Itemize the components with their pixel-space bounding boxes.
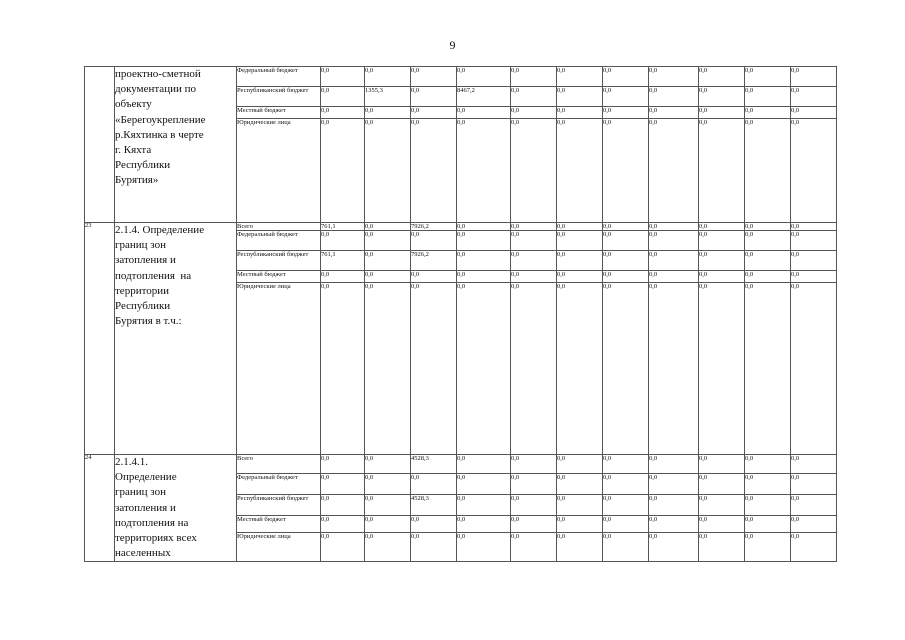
budget-value: 0,0 [411, 532, 457, 562]
budget-value: 0,0 [603, 107, 649, 119]
activity-name [115, 455, 237, 562]
activity-name-line: «Берегоукрепление [115, 113, 206, 126]
activity-name-line: проектно-сметной [115, 68, 201, 80]
budget-value: 0,0 [699, 87, 745, 107]
budget-value: 0,0 [511, 223, 557, 231]
budget-value: 0,0 [603, 271, 649, 283]
budget-value: 0,0 [365, 495, 411, 516]
budget-value: 0,0 [457, 119, 511, 223]
budget-value: 0,0 [321, 473, 365, 494]
budget-value: 0,0 [745, 271, 791, 283]
budget-value: 0,0 [791, 107, 837, 119]
budget-value: 0,0 [365, 107, 411, 119]
activity-name-line: подтопления на [115, 516, 189, 529]
budget-value: 0,0 [699, 455, 745, 474]
budget-value: 0,0 [649, 107, 699, 119]
budget-value: 0,0 [321, 87, 365, 107]
budget-value: 4528,3 [411, 455, 457, 474]
budget-value: 0,0 [745, 283, 791, 455]
activity-name-line: затопления и [115, 254, 176, 267]
budget-value: 0,0 [365, 231, 411, 251]
budget-value: 0,0 [649, 67, 699, 87]
budget-value: 0,0 [457, 283, 511, 455]
budget-value: 0,0 [745, 473, 791, 494]
budget-value: 0,0 [557, 455, 603, 474]
budget-value: 0,0 [699, 107, 745, 119]
budget-value: 0,0 [457, 516, 511, 533]
budget-value: 0,0 [411, 107, 457, 119]
budget-value: 0,0 [791, 67, 837, 87]
funding-source: Юридические лица [237, 119, 321, 223]
budget-value: 0,0 [511, 231, 557, 251]
budget-value: 0,0 [511, 87, 557, 107]
budget-value: 0,0 [457, 67, 511, 87]
budget-value: 0,0 [557, 107, 603, 119]
budget-value: 0,0 [791, 455, 837, 474]
budget-value: 0,0 [365, 271, 411, 283]
budget-value: 8467,2 [457, 87, 511, 107]
budget-value: 0,0 [365, 455, 411, 474]
funding-source: Федеральный бюджет [237, 473, 321, 494]
budget-value: 0,0 [649, 119, 699, 223]
budget-value: 0,0 [511, 473, 557, 494]
activity-name-line: 2.1.4. Определение [115, 224, 205, 236]
budget-value: 0,0 [511, 119, 557, 223]
activity-name [115, 67, 237, 223]
table-row [85, 455, 837, 474]
budget-value: 0,0 [603, 455, 649, 474]
budget-value: 0,0 [745, 516, 791, 533]
budget-value: 7926,2 [411, 251, 457, 271]
budget-value: 0,0 [745, 67, 791, 87]
budget-value: 0,0 [699, 516, 745, 533]
budget-value: 0,0 [791, 532, 837, 562]
activity-name-line: Определение [115, 471, 177, 484]
budget-value: 0,0 [745, 87, 791, 107]
activity-name-line: Республики [115, 159, 171, 172]
activity-name-line: населенных [115, 547, 171, 560]
budget-value: 0,0 [699, 473, 745, 494]
budget-value: 0,0 [457, 271, 511, 283]
budget-value: 0,0 [603, 231, 649, 251]
budget-value: 0,0 [411, 473, 457, 494]
activity-name-line: г. Кяхта [115, 144, 152, 157]
budget-value: 0,0 [649, 473, 699, 494]
budget-value: 0,0 [603, 495, 649, 516]
activity-name-line: границ зон [115, 486, 166, 499]
activity-name-line: территориях всех [115, 532, 197, 545]
activity-name-line: 2.1.4.1. [115, 456, 148, 468]
budget-value: 0,0 [745, 495, 791, 516]
budget-value: 0,0 [321, 283, 365, 455]
budget-value: 0,0 [321, 119, 365, 223]
budget-value: 0,0 [557, 251, 603, 271]
budget-value: 0,0 [557, 283, 603, 455]
funding-source: Местный бюджет [237, 516, 321, 533]
budget-value: 0,0 [457, 251, 511, 271]
funding-source: Всего [237, 223, 321, 231]
activity-name-line: документации по [115, 83, 196, 96]
budget-value: 0,0 [321, 107, 365, 119]
budget-value: 0,0 [557, 223, 603, 231]
budget-value: 0,0 [457, 495, 511, 516]
funding-source: Республиканский бюджет [237, 87, 321, 107]
budget-value: 0,0 [791, 223, 837, 231]
budget-value: 0,0 [511, 283, 557, 455]
budget-value: 0,0 [791, 231, 837, 251]
budget-value: 0,0 [745, 223, 791, 231]
budget-value: 0,0 [699, 67, 745, 87]
budget-value: 0,0 [511, 532, 557, 562]
budget-value: 0,0 [791, 87, 837, 107]
page-number: 9 [449, 38, 456, 52]
budget-value: 0,0 [321, 67, 365, 87]
activity-name-line: территории [115, 284, 170, 297]
budget-value: 0,0 [791, 271, 837, 283]
budget-value: 0,0 [411, 516, 457, 533]
budget-value: 761,1 [321, 223, 365, 231]
row-number: 23 [85, 223, 115, 455]
budget-value: 0,0 [557, 532, 603, 562]
budget-value: 0,0 [321, 495, 365, 516]
activity-name-line: р.Кяхтинка в черте [115, 128, 204, 141]
budget-value: 0,0 [457, 231, 511, 251]
budget-value: 0,0 [365, 67, 411, 87]
budget-value: 0,0 [557, 495, 603, 516]
table-row [85, 223, 837, 231]
budget-value: 0,0 [365, 516, 411, 533]
funding-source: Республиканский бюджет [237, 495, 321, 516]
budget-value: 0,0 [603, 67, 649, 87]
budget-value: 0,0 [649, 495, 699, 516]
budget-value: 0,0 [511, 495, 557, 516]
budget-value: 0,0 [745, 107, 791, 119]
activity-name-line: Бурятия в т.ч.: [115, 315, 182, 328]
budget-value: 0,0 [511, 271, 557, 283]
budget-value: 0,0 [365, 119, 411, 223]
budget-value: 0,0 [699, 495, 745, 516]
budget-value: 0,0 [321, 516, 365, 533]
budget-value: 0,0 [699, 223, 745, 231]
activity-name-line: объекту [115, 98, 152, 111]
budget-value: 0,0 [745, 119, 791, 223]
funding-source: Федеральный бюджет [237, 67, 321, 87]
budget-value: 0,0 [649, 231, 699, 251]
activity-name-line: границ зон [115, 239, 166, 252]
budget-value: 0,0 [745, 532, 791, 562]
row-number: 24 [85, 455, 115, 562]
budget-value: 7926,2 [411, 223, 457, 231]
budget-value: 0,0 [557, 231, 603, 251]
budget-value: 0,0 [649, 516, 699, 533]
budget-value: 0,0 [649, 251, 699, 271]
budget-value: 0,0 [411, 231, 457, 251]
budget-value: 0,0 [699, 283, 745, 455]
funding-source: Юридические лица [237, 283, 321, 455]
funding-source: Республиканский бюджет [237, 251, 321, 271]
budget-value: 0,0 [365, 223, 411, 231]
budget-value: 0,0 [457, 107, 511, 119]
budget-value: 4528,3 [411, 495, 457, 516]
budget-value: 0,0 [699, 271, 745, 283]
budget-value: 0,0 [411, 119, 457, 223]
budget-value: 0,0 [745, 231, 791, 251]
funding-source: Всего [237, 455, 321, 474]
budget-value: 0,0 [791, 516, 837, 533]
budget-value: 0,0 [603, 473, 649, 494]
activity-name-line: затопления и [115, 501, 176, 514]
budget-value: 1355,3 [365, 87, 411, 107]
budget-value: 0,0 [321, 231, 365, 251]
budget-value: 0,0 [791, 251, 837, 271]
budget-value: 0,0 [699, 532, 745, 562]
budget-value: 0,0 [411, 271, 457, 283]
budget-value: 0,0 [603, 87, 649, 107]
budget-value: 0,0 [365, 283, 411, 455]
budget-value: 0,0 [603, 119, 649, 223]
activity-name-line: подтопления на [115, 269, 192, 282]
budget-value: 0,0 [699, 119, 745, 223]
funding-source: Федеральный бюджет [237, 231, 321, 251]
budget-value: 0,0 [791, 283, 837, 455]
budget-value: 0,0 [557, 271, 603, 283]
budget-value: 0,0 [557, 119, 603, 223]
budget-value: 0,0 [603, 251, 649, 271]
budget-value: 0,0 [321, 455, 365, 474]
budget-value: 0,0 [649, 455, 699, 474]
budget-value: 0,0 [457, 473, 511, 494]
activity-name-line: Бурятия» [115, 174, 159, 187]
budget-value: 0,0 [411, 283, 457, 455]
budget-value: 0,0 [557, 516, 603, 533]
budget-value: 0,0 [603, 532, 649, 562]
budget-value: 0,0 [457, 223, 511, 231]
budget-value: 0,0 [791, 119, 837, 223]
budget-value: 0,0 [557, 67, 603, 87]
budget-value: 0,0 [321, 532, 365, 562]
budget-value: 0,0 [511, 455, 557, 474]
budget-value: 0,0 [457, 455, 511, 474]
budget-value: 0,0 [649, 223, 699, 231]
budget-value: 0,0 [321, 271, 365, 283]
budget-value: 0,0 [603, 516, 649, 533]
budget-value: 0,0 [511, 67, 557, 87]
funding-source: Местный бюджет [237, 271, 321, 283]
budget-value: 0,0 [557, 87, 603, 107]
budget-value: 0,0 [557, 473, 603, 494]
table-row [85, 67, 837, 87]
budget-table [84, 66, 837, 562]
budget-value: 0,0 [603, 223, 649, 231]
budget-value: 0,0 [745, 455, 791, 474]
budget-value: 0,0 [603, 283, 649, 455]
budget-value: 0,0 [457, 532, 511, 562]
budget-value: 0,0 [511, 516, 557, 533]
budget-value: 0,0 [649, 532, 699, 562]
budget-value: 0,0 [745, 251, 791, 271]
budget-value: 0,0 [365, 532, 411, 562]
activity-name-line: Республики [115, 300, 171, 313]
budget-value: 0,0 [699, 251, 745, 271]
budget-value: 0,0 [649, 271, 699, 283]
funding-source: Юридические лица [237, 532, 321, 562]
budget-value: 0,0 [365, 251, 411, 271]
activity-name [115, 223, 237, 455]
budget-value: 0,0 [411, 67, 457, 87]
budget-value: 0,0 [511, 251, 557, 271]
budget-value: 0,0 [791, 473, 837, 494]
budget-value: 0,0 [699, 231, 745, 251]
budget-value: 0,0 [791, 495, 837, 516]
budget-value: 761,1 [321, 251, 365, 271]
budget-value: 0,0 [411, 87, 457, 107]
budget-value: 0,0 [649, 87, 699, 107]
budget-value: 0,0 [649, 283, 699, 455]
funding-source: Местный бюджет [237, 107, 321, 119]
budget-value: 0,0 [511, 107, 557, 119]
row-number [85, 67, 115, 223]
budget-value: 0,0 [365, 473, 411, 494]
